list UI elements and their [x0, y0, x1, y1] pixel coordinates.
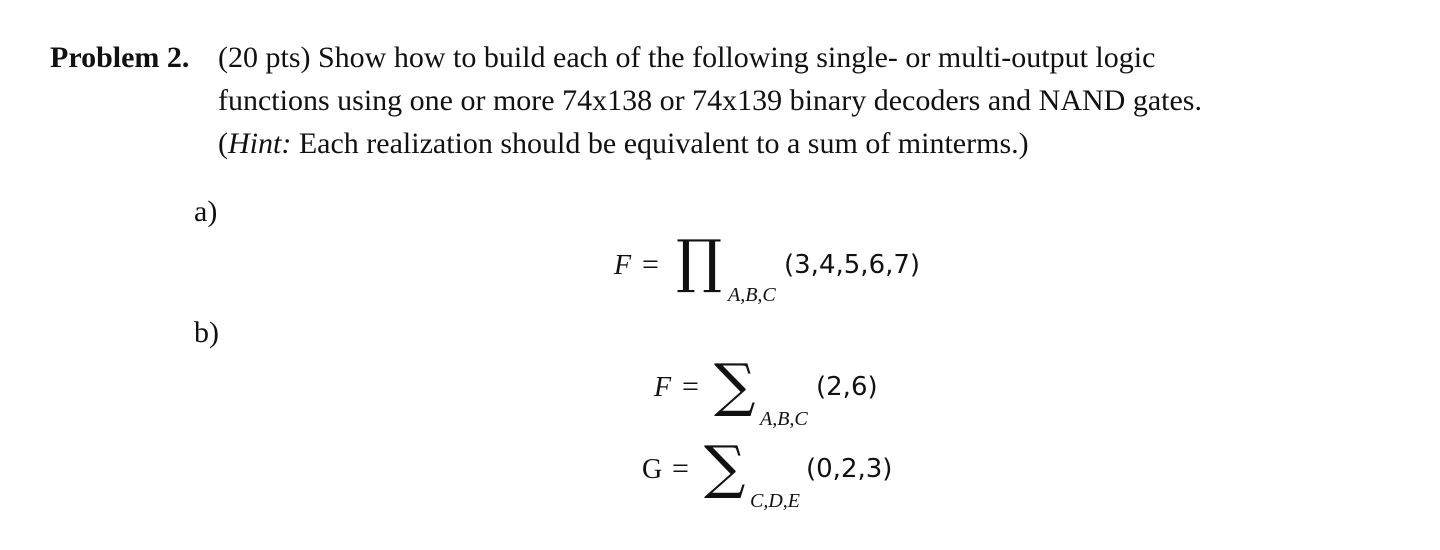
part-a-label: a)	[194, 195, 218, 228]
equals-sign: =	[672, 452, 689, 485]
operator-subscript: C,D,E	[750, 490, 800, 512]
minterm-list: (2,6)	[816, 372, 878, 402]
problem-line-2: functions using one or more 74x138 or 74x139 binary decoders and NAND gates.	[218, 84, 1202, 117]
minterm-list: (3,4,5,6,7)	[784, 250, 921, 280]
sum-operator: ∑	[704, 433, 746, 501]
problem-statement	[50, 36, 1390, 165]
hint-text: Each realization should be equivalent to a sum of minterms.)	[291, 127, 1029, 160]
equation-b-f	[652, 350, 912, 430]
equals-sign: =	[642, 248, 659, 281]
product-operator: ∏	[676, 227, 723, 295]
equals-sign: =	[682, 370, 699, 403]
minterm-list: (0,2,3)	[806, 454, 893, 484]
equation-lhs: G	[642, 454, 663, 485]
problem-header	[50, 36, 1390, 165]
hint-open-paren: (	[218, 127, 228, 160]
equation-b-g	[640, 432, 920, 512]
equation-a-f	[612, 227, 932, 306]
equation-lhs: F	[654, 372, 672, 403]
problem-hint	[218, 122, 1390, 165]
equation-lhs: F	[614, 250, 632, 281]
operator-subscript: A,B,C	[728, 284, 776, 306]
problem-line-1: (20 pts) Show how to build each of the following single- or multi-output logic	[218, 41, 1156, 74]
sum-operator: ∑	[714, 351, 756, 419]
problem-label: Problem 2.	[50, 41, 190, 74]
part-b-label: b)	[194, 316, 219, 349]
hint-word: Hint:	[228, 127, 292, 160]
operator-subscript: A,B,C	[760, 408, 808, 430]
problem-text	[218, 36, 1390, 165]
